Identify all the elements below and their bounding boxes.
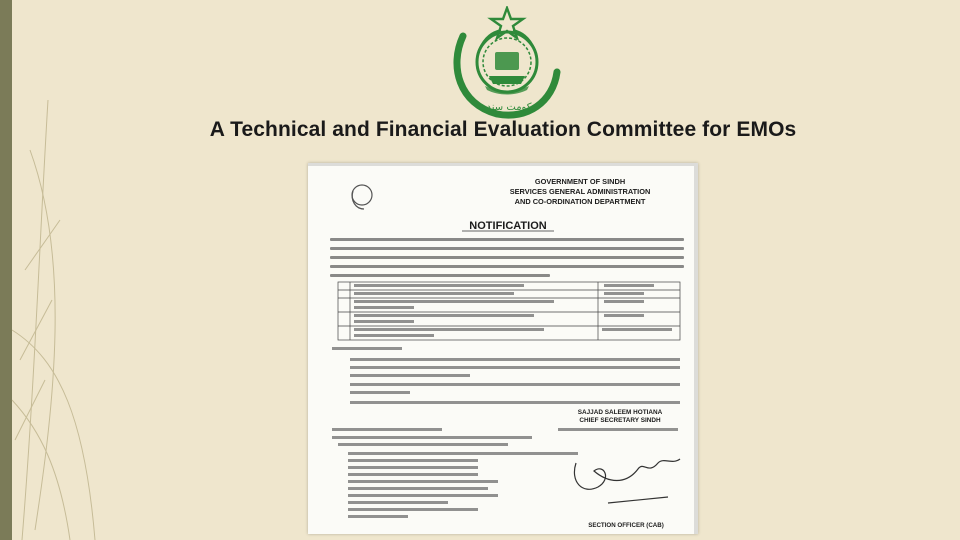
- signature-title: CHIEF SECRETARY SINDH: [579, 417, 661, 424]
- emblem-caption: حکومت سندھ: [479, 102, 539, 113]
- document-heading: NOTIFICATION: [469, 220, 547, 232]
- document-header-line-2: SERVICES GENERAL ADMINISTRATION: [509, 187, 651, 196]
- slide-title: A Technical and Financial Evaluation Committee for EMOs: [209, 118, 797, 141]
- government-of-sindh-emblem-icon: [445, 6, 567, 124]
- signature-name: SAJJAD SALEEM HOTIANA: [577, 409, 663, 416]
- document-header-line-3: AND CO-ORDINATION DEPARTMENT: [514, 197, 646, 206]
- scanned-notification-document: [308, 163, 698, 534]
- document-header-line-1: GOVERNMENT OF SINDH: [534, 177, 626, 186]
- section-officer-label: SECTION OFFICER (CAB): [588, 522, 664, 529]
